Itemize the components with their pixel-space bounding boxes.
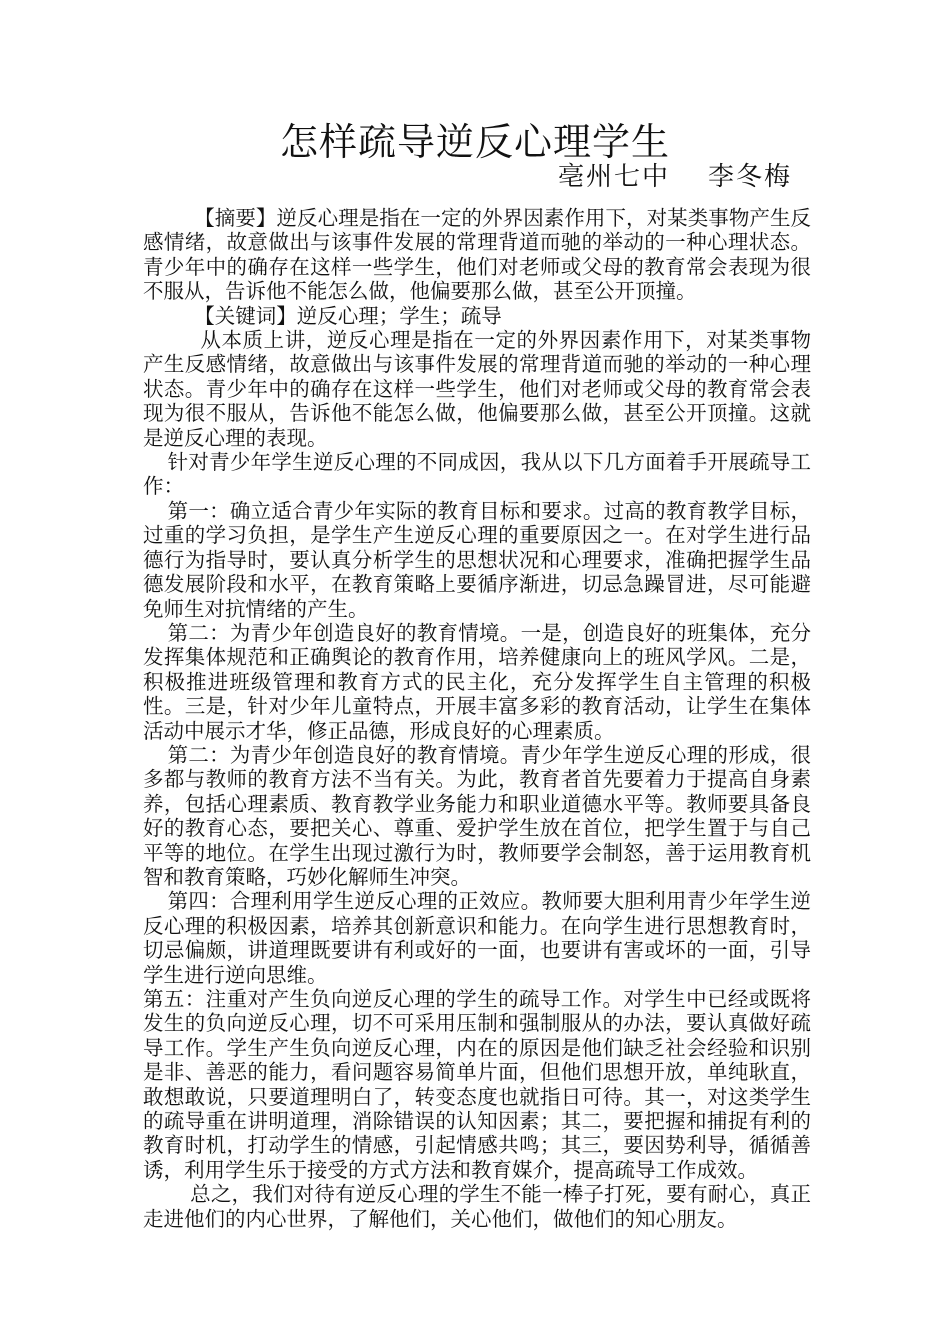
- document-body: [143, 206, 811, 1231]
- author-name: 李冬梅: [707, 162, 792, 192]
- body-paragraph: 第二：为青少年创造良好的教育情境。一是，创造良好的班集体，充分发挥集体规范和正确舆论的教育作用，培养健康向上的班风学风。二是，积极推进班级管理和教育方式的民主化，充分发挥学生自主管理的积极性。三是，针对少年儿童特点，开展丰富多彩的教育活动，让学生在集体活动中展示才华，修正品德，形成良好的心理素质。: [143, 620, 811, 743]
- abstract-paragraph: 【摘要】逆反心理是指在一定的外界因素作用下，对某类事物产生反感情绪，故意做出与该事件发展的常理背道而驰的举动的一种心理状态。青少年中的确存在这样一些学生，他们对老师或父母的教育常会表现为很不服从，告诉他不能怎么做，他偏要那么做，甚至公开顶撞。: [143, 206, 811, 304]
- body-paragraph: 总之，我们对待有逆反心理的学生不能一棒子打死，要有耐心，真正走进他们的内心世界，了解他们，关心他们，做他们的知心朋友。: [143, 1182, 811, 1231]
- author-line: [558, 160, 792, 194]
- body-paragraph: 从本质上讲，逆反心理是指在一定的外界因素作用下，对某类事物产生反感情绪，故意做出与该事件发展的常理背道而驰的举动的一种心理状态。青少年中的确存在这样一些学生，他们对老师或父母的教育常会表现为很不服从，告诉他不能怎么做，他偏要那么做，甚至公开顶撞。这就是逆反心理的表现。: [143, 328, 811, 450]
- keywords-paragraph: 【关键词】逆反心理；学生；疏导: [194, 303, 502, 328]
- body-paragraph: 第二：为青少年创造良好的教育情境。青少年学生逆反心理的形成，很多都与教师的教育方法不当有关。为此，教育者首先要着力于提高自身素养，包括心理素质、教育教学业务能力和职业道德水平等。教师要具备良好的教育心态，要把关心、尊重、爱护学生放在首位，把学生置于与自己平等的地位。在学生出现过激行为时，教师要学会制怒，善于运用教育机智和教育策略，巧妙化解师生冲突。: [143, 742, 811, 889]
- document-title: 怎样疏导逆反心理学生: [279, 120, 670, 164]
- body-paragraph: 针对青少年学生逆反心理的不同成因，我从以下几方面着手开展疏导工作：: [143, 450, 811, 499]
- body-paragraph: 第四：合理利用学生逆反心理的正效应。教师要大胆利用青少年学生逆反心理的积极因素，培养其创新意识和能力。在向学生进行思想教育时，切忌偏颇，讲道理既要讲有利或好的一面，也要讲有害或坏的一面，引导学生进行逆向思维。: [143, 889, 811, 987]
- body-paragraph: 第五：注重对产生负向逆反心理的学生的疏导工作。对学生中已经或既将发生的负向逆反心理，切不可采用压制和强制服从的办法，要认真做好疏导工作。学生产生负向逆反心理，内在的原因是他们缺乏社会经验和识别是非、善恶的能力，看问题容易简单片面，但他们思想开放，单纯耿直，敢想敢说，只要道理明白了，转变态度也就指日可待。其一，对这类学生的疏导重在讲明道理，消除错误的认知因素；其二，要把握和捕捉有利的教育时机，打动学生的情感，引起情感共鸣；其三，要因势利导，循循善诱，利用学生乐于接受的方式方法和教育媒介，提高疏导工作成效。: [143, 987, 811, 1182]
- author-school: 亳州七中: [557, 162, 670, 192]
- body-paragraph: 第一：确立适合青少年实际的教育目标和要求。过高的教育教学目标，过重的学习负担，是学生产生逆反心理的重要原因之一。在对学生进行品德行为指导时，要认真分析学生的思想状况和心理要求，准确把握学生品德发展阶段和水平，在教育策略上要循序渐进，切忌急躁冒进，尽可能避免师生对抗情绪的产生。: [143, 498, 811, 621]
